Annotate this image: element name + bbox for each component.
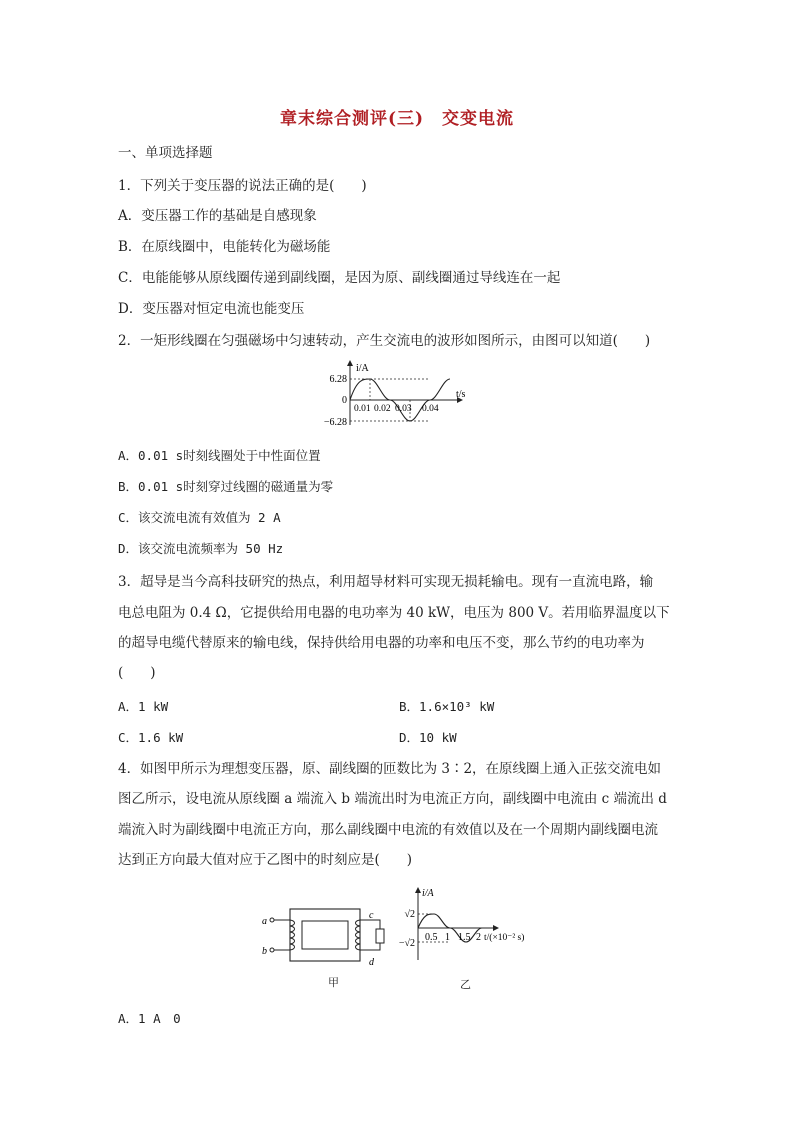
q2-option-b: B．0.01 s时刻穿过线圈的磁通量为零 (118, 479, 334, 494)
q4-xtick-1: 0.5 (425, 932, 438, 943)
q2-option-d: D．该交流电流频率为 50 Hz (118, 541, 284, 556)
q4-ylabel: i/A (422, 888, 434, 899)
section-heading: 一、单项选择题 (118, 145, 213, 161)
q2-xtick-2: 0.02 (374, 404, 391, 414)
q2-ylabel: i/A (356, 363, 369, 374)
terminal-a-label: a (262, 916, 267, 927)
q3-line-3: 的超导电缆代替原来的输电线，保持供给用电器的功率和电压不变，那么节约的电功率为 (118, 635, 645, 651)
q4-ytick-min: −√2 (398, 938, 415, 949)
q4-xtick-4: 2 (476, 932, 481, 943)
q3-option-b: B．1.6×10³ kW (399, 699, 495, 714)
q2-xtick-1: 0.01 (354, 404, 371, 414)
terminal-b-label: b (262, 946, 267, 957)
q4-option-a: A．1 A 0 (118, 1011, 181, 1026)
caption-yi: 乙 (460, 978, 471, 991)
q4-ytick-max: √2 (404, 909, 415, 920)
q4-line-1: 4．如图甲所示为理想变压器，原、副线圈的匝数比为 3∶2，在原线圈上通入正弦交流电如 (118, 761, 662, 777)
q2-stem: 2．一矩形线圈在匀强磁场中匀速转动，产生交流电的波形如图所示，由图可以知道( ) (118, 333, 651, 349)
q4-line-3: 端流入时为副线圈中电流正方向，那么副线圈中电流的有效值以及在一个周期内副线圈电流 (118, 822, 658, 838)
q4-line-4: 达到正方向最大值对应于乙图中的时刻应是( ) (118, 852, 413, 868)
q2-xtick-3: 0.03 (395, 404, 412, 414)
q2-waveform-figure (320, 357, 480, 429)
q4-xtick-3: 1.5 (458, 932, 471, 943)
transformer-core-outer (290, 909, 360, 961)
q2-ytick-max: 6.28 (329, 374, 347, 385)
load-resistor (376, 929, 384, 943)
q4-current-figure (398, 884, 538, 964)
q2-ytick-min: −6.28 (323, 417, 347, 428)
q3-option-c: C．1.6 kW (118, 730, 184, 745)
primary-coil (274, 920, 295, 950)
q4-xlabel: t/(×10⁻² s) (484, 933, 525, 943)
q3-option-a: A．1 kW (118, 699, 169, 714)
transformer-core-inner (302, 921, 348, 949)
q2-ytick-zero: 0 (342, 395, 347, 406)
q1-option-b: B．在原线圈中，电能转化为磁场能 (118, 239, 331, 255)
q3-line-4: ( ) (118, 665, 156, 681)
caption-jia: 甲 (328, 976, 339, 989)
q1-option-d: D．变压器对恒定电流也能变压 (118, 301, 305, 317)
q2-option-a: A．0.01 s时刻线圈处于中性面位置 (118, 448, 321, 463)
q1-stem: 1．下列关于变压器的说法正确的是( ) (118, 178, 367, 194)
q3-option-d: D．10 kW (399, 730, 457, 745)
q3-line-2: 电总电阻为 0.4 Ω，它提供给用电器的电功率为 40 kW，电压为 800 V。若用临界温度以下 (118, 605, 670, 621)
page-title: 章末综合测评(三) 交变电流 (279, 109, 515, 129)
q4-xtick-2: 1 (445, 932, 450, 943)
q2-xtick-4: 0.04 (422, 404, 439, 414)
q4-transformer-figure (256, 905, 396, 967)
terminal-d-label: d (369, 957, 374, 967)
q4-line-2: 图乙所示，设电流从原线圈 a 端流入 b 端流出时为电流正方向，副线圈中电流由 c 端流出 d (118, 791, 667, 807)
terminal-c-label: c (369, 910, 374, 921)
q2-xlabel: t/s (456, 389, 466, 400)
q3-line-1: 3．超导是当今高科技研究的热点，利用超导材料可实现无损耗输电。现有一直流电路，输 (118, 574, 654, 590)
q1-option-c: C．电能能够从原线圈传递到副线圈，是因为原、副线圈通过导线连在一起 (118, 270, 561, 286)
q1-option-a: A．变压器工作的基础是自感现象 (118, 208, 317, 224)
q2-option-c: C．该交流电流有效值为 2 A (118, 510, 281, 525)
